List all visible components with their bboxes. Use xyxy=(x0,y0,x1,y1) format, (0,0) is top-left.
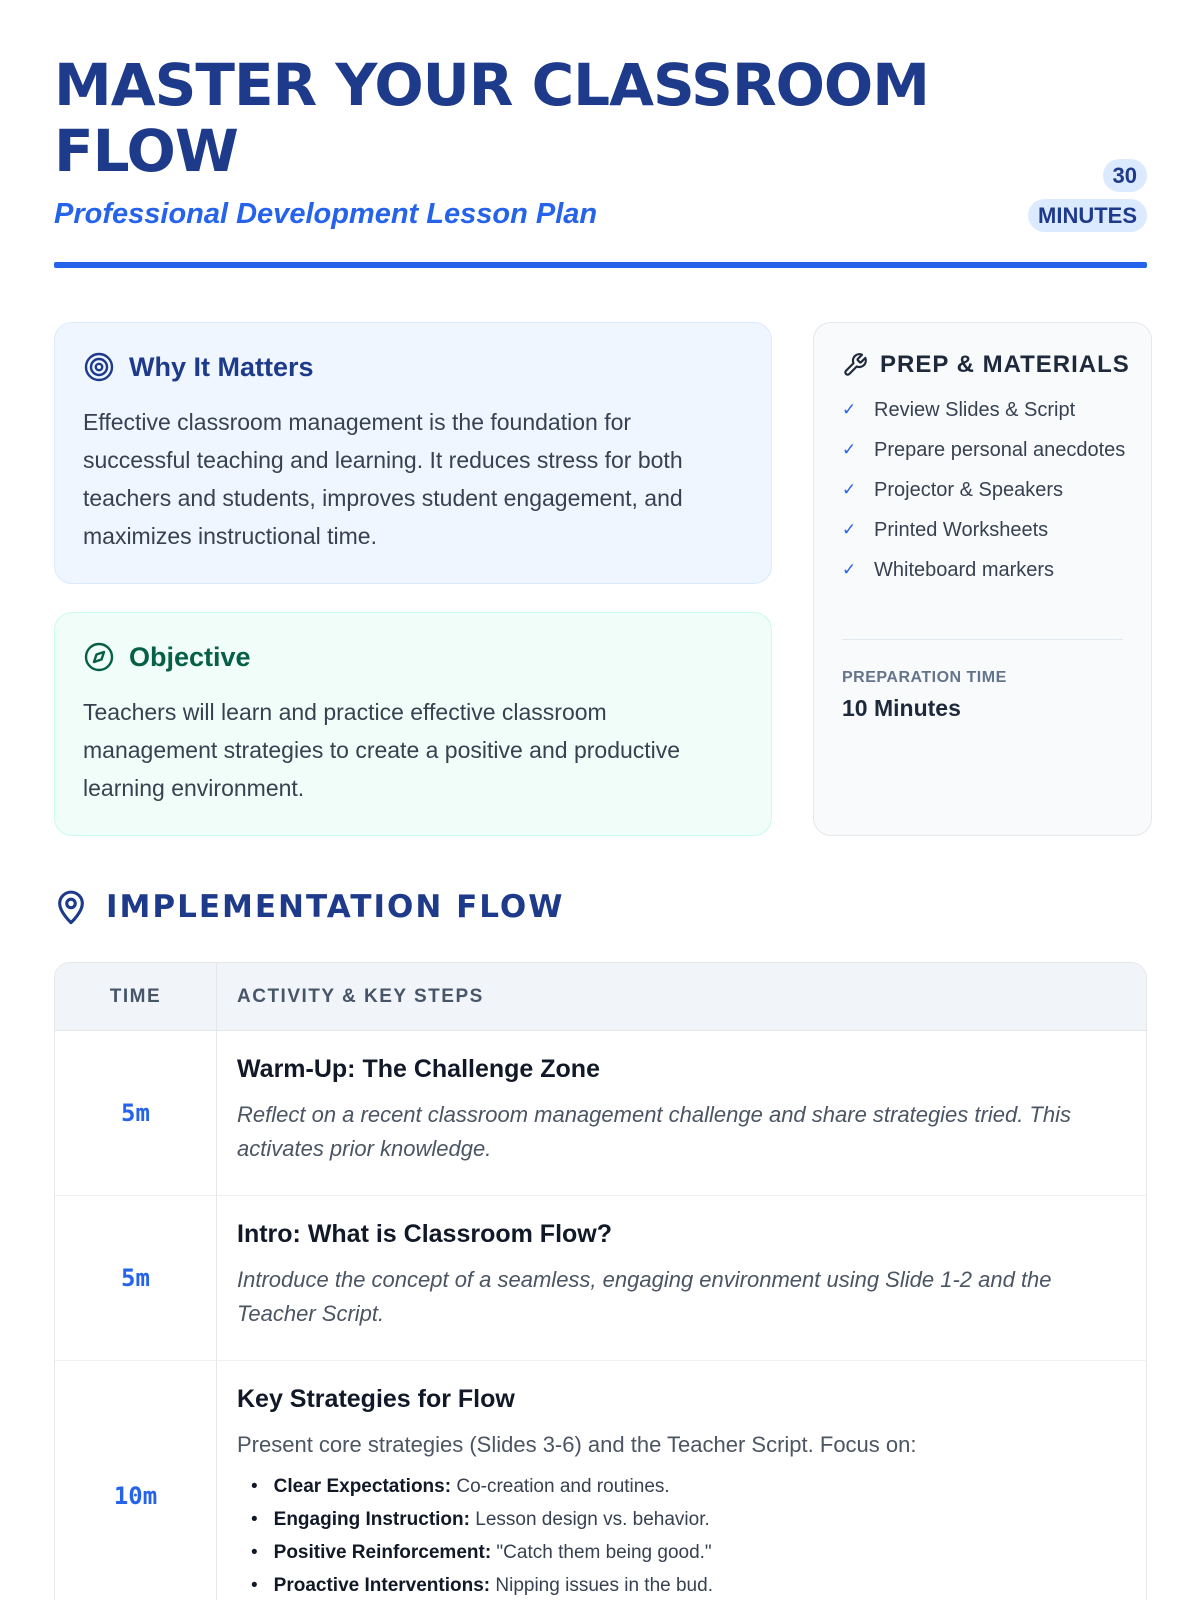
activity-description: Introduce the concept of a seamless, engaging environment using Slide 1-2 and the Teacher Script. xyxy=(237,1267,1052,1326)
objective-heading: Objective xyxy=(129,641,251,672)
activity-title: Intro: What is Classroom Flow? xyxy=(237,1220,613,1248)
table-row xyxy=(55,1196,1146,1361)
row-time: 5m xyxy=(55,1031,217,1195)
map-pin-icon xyxy=(54,888,88,926)
list-item: • Positive Reinforcement: "Catch them being good." xyxy=(251,1536,1126,1569)
page-header xyxy=(54,52,1147,270)
implementation-table xyxy=(54,962,1147,1600)
activity-intro: Present core strategies (Slides 3-6) and the Teacher Script. Focus on: xyxy=(237,1432,917,1457)
section-title: IMPLEMENTATION FLOW xyxy=(106,889,565,925)
objective-body: Teachers will learn and practice effective classroom management strategies to create a positive and productive learning environment. xyxy=(83,699,681,801)
materials-list xyxy=(842,397,1132,597)
materials-item: ✓ Printed Worksheets xyxy=(842,519,1049,541)
prep-materials-card xyxy=(813,322,1152,836)
check-icon: ✓ xyxy=(842,480,857,499)
duration-badge xyxy=(1028,156,1147,236)
implementation-flow-heading xyxy=(54,888,564,926)
list-item: • Engaging Instruction: Lesson design vs. behavior. xyxy=(251,1503,1126,1536)
duration-value: 30 xyxy=(1103,159,1147,192)
page-subtitle: Professional Development Lesson Plan xyxy=(54,198,598,230)
row-time: 10m xyxy=(55,1361,217,1600)
check-icon: ✓ xyxy=(842,520,857,539)
objective-card xyxy=(54,612,772,836)
row-time: 5m xyxy=(55,1196,217,1360)
materials-item: ✓ Prepare personal anecdotes xyxy=(842,439,1126,461)
header-divider xyxy=(54,262,1147,268)
why-body: Effective classroom management is the foundation for successful teaching and learning. It reduces stress for both teachers and students, improves student engagement, and maximizes instructional time. xyxy=(83,409,683,549)
check-icon: ✓ xyxy=(842,400,857,419)
activity-title: Key Strategies for Flow xyxy=(237,1385,515,1413)
prep-divider xyxy=(842,639,1123,640)
prep-heading: PREP & MATERIALS xyxy=(880,351,1130,378)
materials-item: ✓ Whiteboard markers xyxy=(842,559,1055,581)
compass-icon xyxy=(83,641,115,673)
check-icon: ✓ xyxy=(842,440,857,459)
list-item: • Proactive Interventions: Nipping issues in the bud. xyxy=(251,1569,1126,1600)
activity-description: Reflect on a recent classroom management challenge and share strategies tried. This activates prior knowledge. xyxy=(237,1102,1071,1161)
activity-title: Warm-Up: The Challenge Zone xyxy=(237,1055,600,1083)
table-row xyxy=(55,1031,1146,1196)
table-row xyxy=(55,1361,1146,1600)
materials-item: ✓ Review Slides & Script xyxy=(842,399,1076,421)
why-heading: Why It Matters xyxy=(129,351,314,382)
wrench-icon xyxy=(842,352,868,378)
column-header-activity: ACTIVITY & KEY STEPS xyxy=(237,985,484,1007)
column-header-time: TIME xyxy=(55,963,217,1030)
prep-time-label: PREPARATION TIME xyxy=(842,669,1007,686)
strategy-list xyxy=(237,1470,1126,1600)
list-item: • Clear Expectations: Co-creation and routines. xyxy=(251,1470,1126,1503)
table-header xyxy=(55,963,1146,1031)
why-it-matters-card xyxy=(54,322,772,584)
target-icon xyxy=(83,351,115,383)
page-title: MASTER YOUR CLASSROOM FLOW xyxy=(54,51,929,185)
materials-item: ✓ Projector & Speakers xyxy=(842,479,1063,501)
check-icon: ✓ xyxy=(842,560,857,579)
prep-time-value: 10 Minutes xyxy=(842,695,961,721)
duration-unit: MINUTES xyxy=(1028,199,1147,232)
